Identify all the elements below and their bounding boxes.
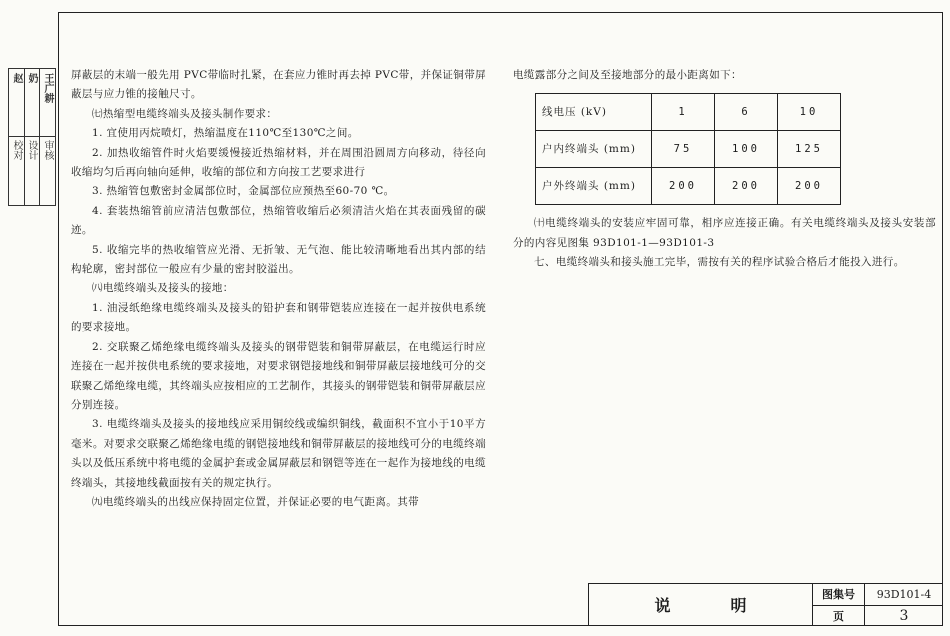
atlas-number-label: 图集号 — [812, 583, 864, 605]
table-cell: 125 — [778, 131, 841, 168]
table-cell: 200 — [715, 168, 778, 205]
paragraph: 3. 热缩管包敷密封金属部位时，金属部位应预热至60-70 ℃。 — [92, 185, 395, 198]
stamp-handwriting-2: 奶 — [26, 73, 37, 83]
distance-table — [535, 93, 841, 205]
left-column — [71, 66, 486, 512]
stamp-cell-design: 设计 — [26, 140, 37, 160]
paragraph: ㈨电缆终端头的出线应保持固定位置，并保证必要的电气距离。其带 — [92, 495, 419, 508]
paragraph: 1. 宜使用丙烷喷灯，热缩温度在110℃至130℃之间。 — [92, 127, 359, 140]
paragraph: 5. 收缩完毕的热收缩管应光滑、无折皱、无气泡、能比较清晰地看出其内部的结构轮廓，密封部位一般应有少量的密封胶溢出。 — [71, 243, 486, 276]
paragraph: 1. 油浸纸绝缘电缆终端头及接头的铅护套和钢带铠装应连接在一起并按供电系统的要求接地。 — [71, 301, 486, 334]
paragraph: 3. 电缆终端头及接头的接地线应采用铜绞线或编织铜线，截面积不宜小于10平方毫米。对要求交联聚乙烯绝缘电缆的钢铠接地线和铜带屏蔽层的接地线可分的电缆终端头以及低压系统中将电缆的金属护套或金属屏蔽层和钢铠等连在一起作为接地线的电缆终端头，其接地线截面按有关的规定执行。 — [71, 418, 486, 489]
paragraph: 4. 套装热缩管前应清洁包敷部位，热缩管收缩后必须清洁火焰在其表面残留的碳迹。 — [71, 204, 486, 237]
paragraph-seven: 七、电缆终端头和接头施工完毕，需按有关的程序试验合格后才能投入进行。 — [534, 256, 905, 269]
table-cell: 6 — [715, 94, 778, 131]
stamp-cell-review: 审核 — [42, 140, 53, 160]
table-row — [536, 168, 841, 205]
stamp-handwriting-3: 王广耕 — [42, 73, 53, 103]
row-label: 户内终端头 (mm) — [536, 131, 652, 168]
table-cell: 100 — [715, 131, 778, 168]
row-label: 户外终端头 (mm) — [536, 168, 652, 205]
table-cell: 200 — [652, 168, 715, 205]
sheet-title: 说明 — [588, 583, 812, 626]
table-row — [536, 94, 841, 131]
table-cell: 1 — [652, 94, 715, 131]
page-number: 3 — [864, 605, 943, 626]
page-label: 页 — [812, 605, 864, 626]
table-cell: 200 — [778, 168, 841, 205]
table-intro: 电缆露部分之间及至接地部分的最小距离如下： — [513, 69, 742, 81]
paragraph: 2. 交联聚乙烯绝缘电缆终端头及接头的钢带铠装和铜带屏蔽层，在电缆运行时应连接在一起并按供电系统的要求接地，对要求钢铠接地线和铜带屏蔽层接地线可分的交联聚乙烯绝缘电缆，其终端头应按相应的工艺制作，其接头的钢带铠装和铜带屏蔽层应分别连接。 — [71, 340, 486, 411]
table-cell: 75 — [652, 131, 715, 168]
approval-stamp — [8, 68, 56, 206]
stamp-cell-proofread: 校对 — [11, 140, 22, 160]
row-label: 线电压 (kV) — [536, 94, 652, 131]
paragraph: 2. 加热收缩管件时火焰要缓慢接近热缩材料，并在周围沿圆周方向移动，待径向收缩均匀后再向轴向延伸，收缩的部位和方向按工艺要求进行 — [71, 146, 486, 179]
paragraph-ten: ㈩电缆终端头的安装应牢固可靠，相序应连接正确。有关电缆终端头及接头安装部分的内容见图集 93D101-1—93D101-3 — [513, 217, 936, 249]
table-cell: 10 — [778, 94, 841, 131]
right-column — [513, 66, 936, 273]
paragraph: ㈧电缆终端头及接头的接地： — [92, 282, 234, 295]
stamp-handwriting-1: 赵 — [11, 73, 22, 83]
paragraph: 屏蔽层的末端一般先用 PVC带临时扎紧，在套应力锥时再去掉 PVC带，并保证铜带屏蔽层与应力锥的接触尺寸。 — [71, 69, 486, 101]
paragraph: ㈦热缩型电缆终端头及接头制作要求： — [92, 107, 278, 120]
stamp-signature-row — [9, 69, 55, 137]
stamp-role-row — [9, 136, 55, 205]
atlas-number-value: 93D101-4 — [864, 583, 943, 605]
table-row — [536, 131, 841, 168]
